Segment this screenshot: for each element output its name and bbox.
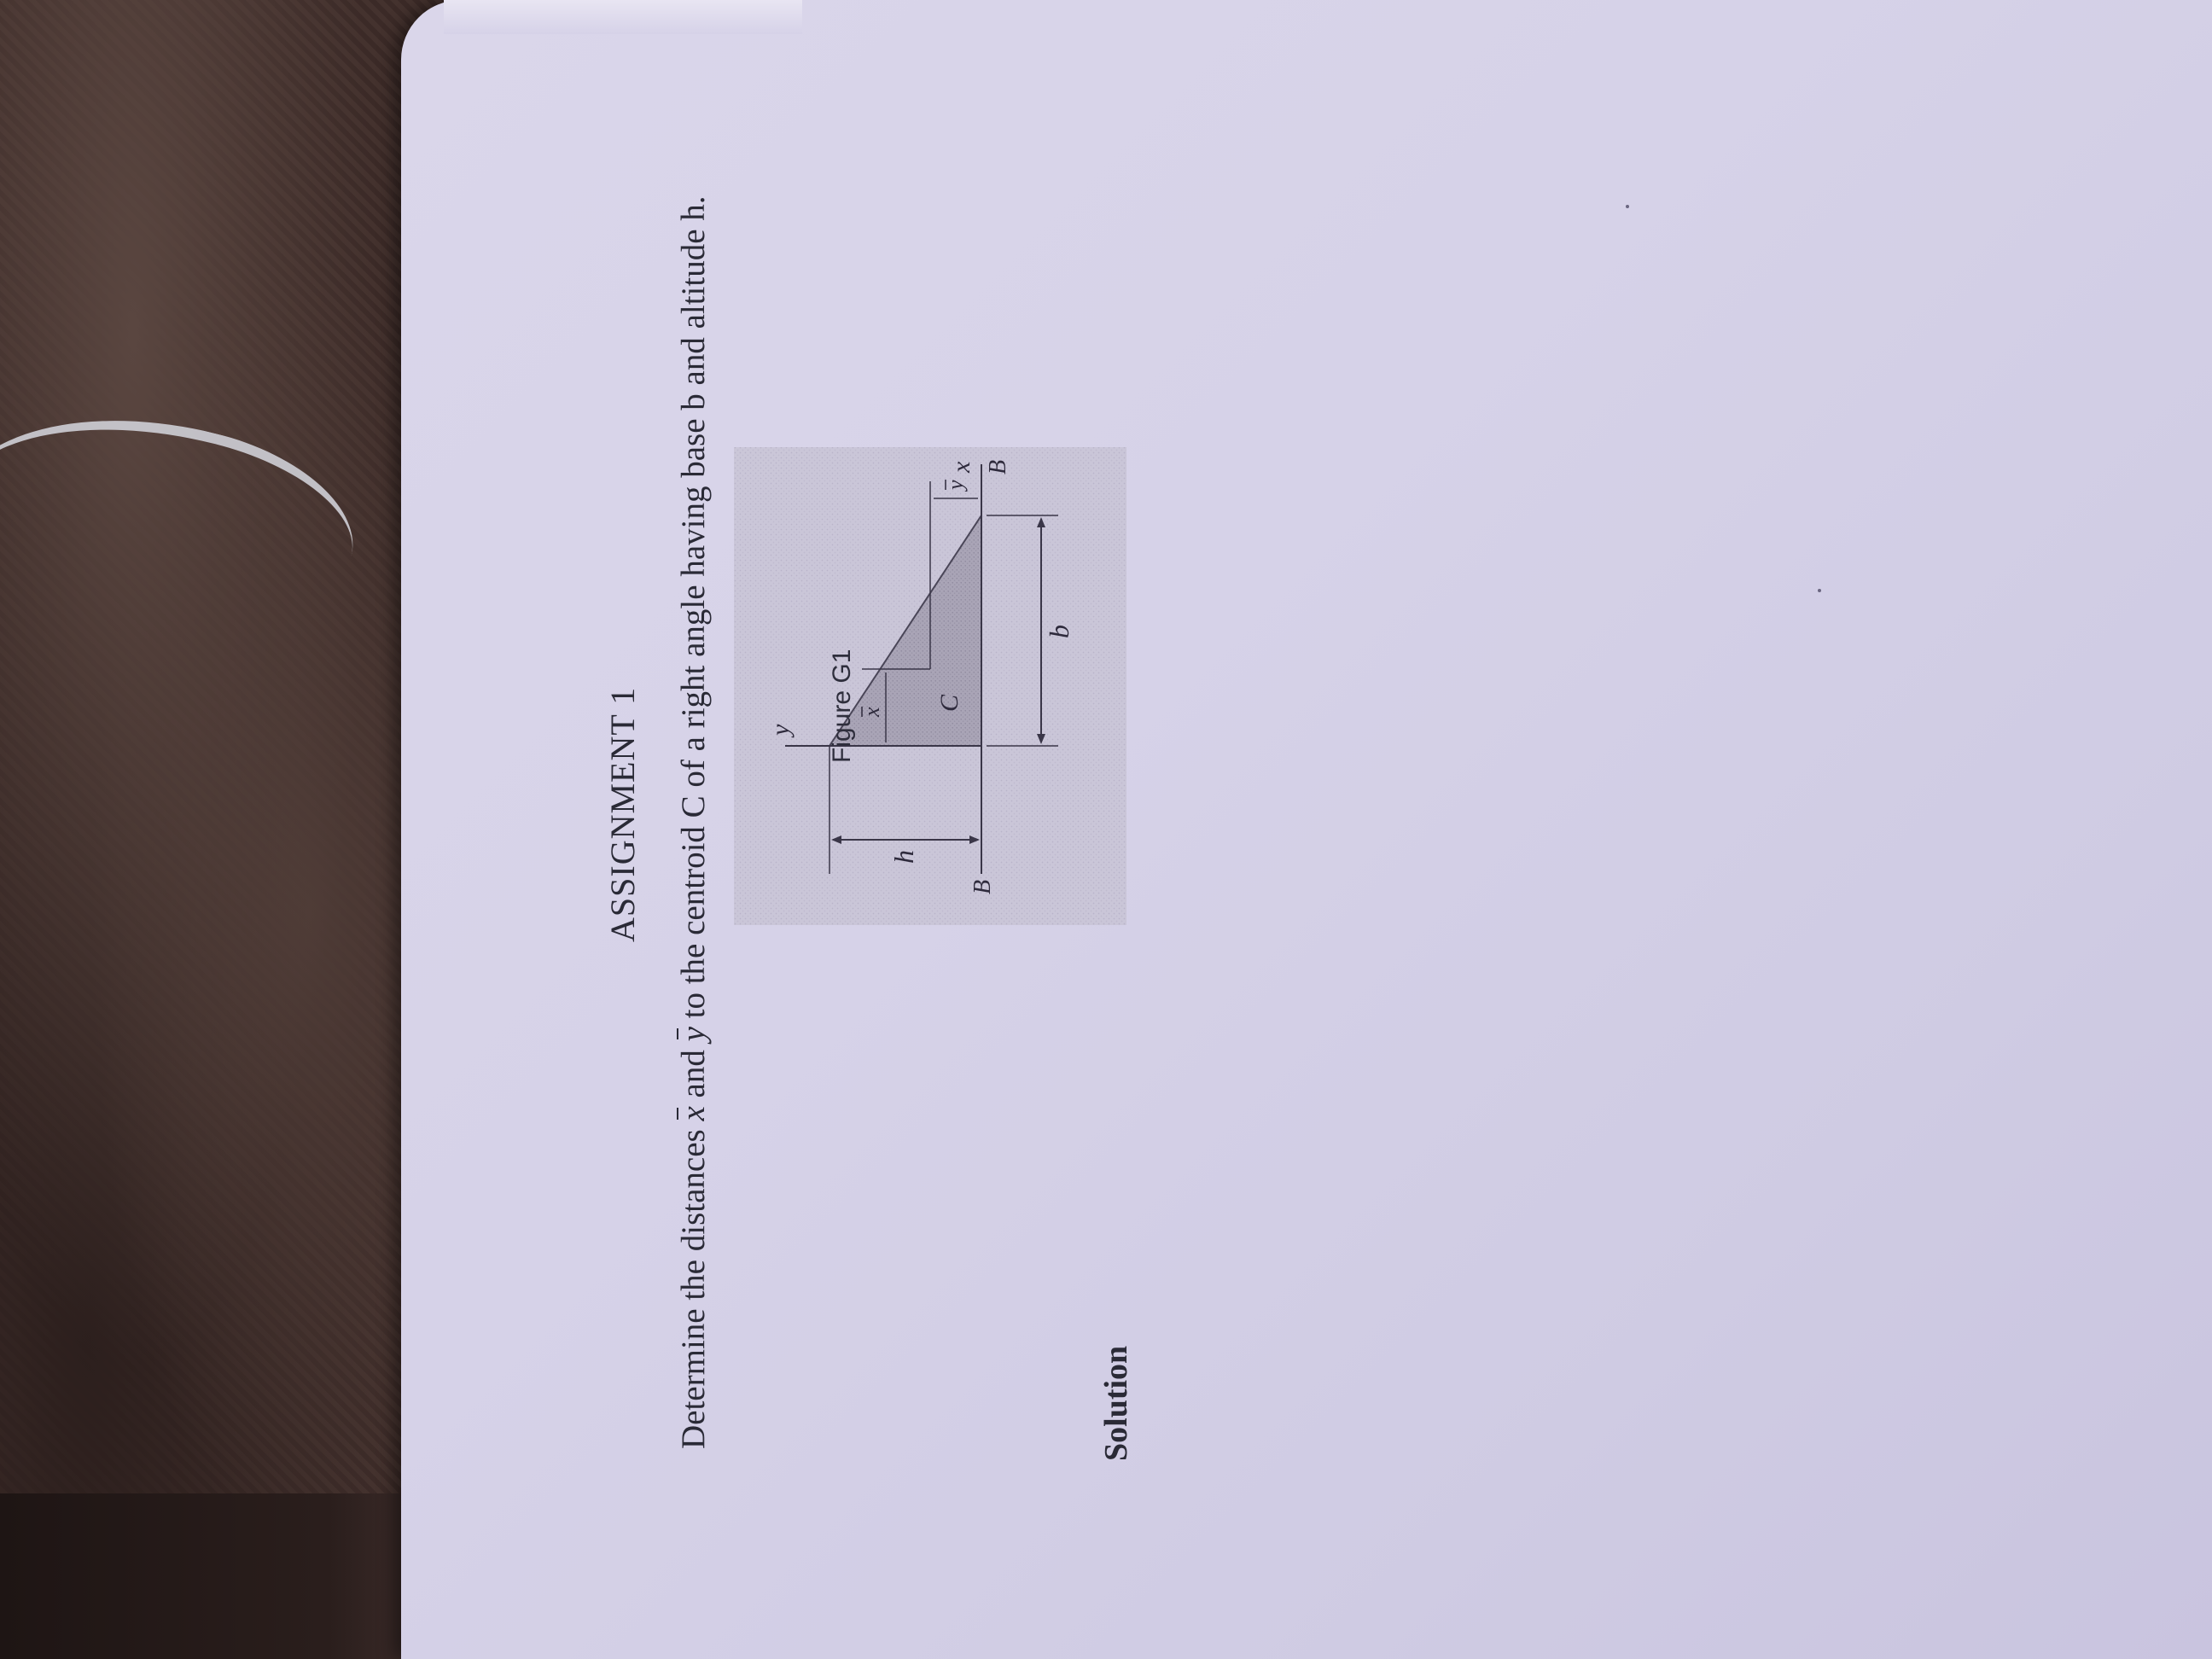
- paper-speck: [1818, 589, 1821, 592]
- problem-and: and: [675, 1041, 712, 1107]
- solution-heading: Solution: [1098, 1345, 1134, 1461]
- h-label: h: [888, 850, 919, 864]
- x-axis-label: x: [947, 461, 975, 473]
- figure-caption: Figure G1: [828, 649, 856, 763]
- ybar-symbol: y: [675, 1027, 712, 1042]
- assignment-title: ASSIGNMENT 1: [603, 686, 642, 942]
- ybar-label: y: [943, 480, 968, 490]
- figure-g1-diagram: [734, 447, 1126, 925]
- paper-speck: [1626, 205, 1629, 208]
- b-left-label: B: [969, 879, 996, 894]
- y-axis-label: y: [766, 724, 795, 736]
- problem-prefix: Determine the distances: [675, 1121, 712, 1449]
- b-label: b: [1044, 625, 1074, 638]
- xbar-symbol: x: [675, 1106, 712, 1121]
- b-right-label: B: [985, 459, 1011, 474]
- problem-suffix: to the centroid C of a right angle having base b and altitude h.: [675, 195, 712, 1027]
- xbar-label: x: [859, 707, 884, 717]
- problem-statement: [674, 195, 713, 1449]
- centroid-c-label: C: [935, 694, 963, 712]
